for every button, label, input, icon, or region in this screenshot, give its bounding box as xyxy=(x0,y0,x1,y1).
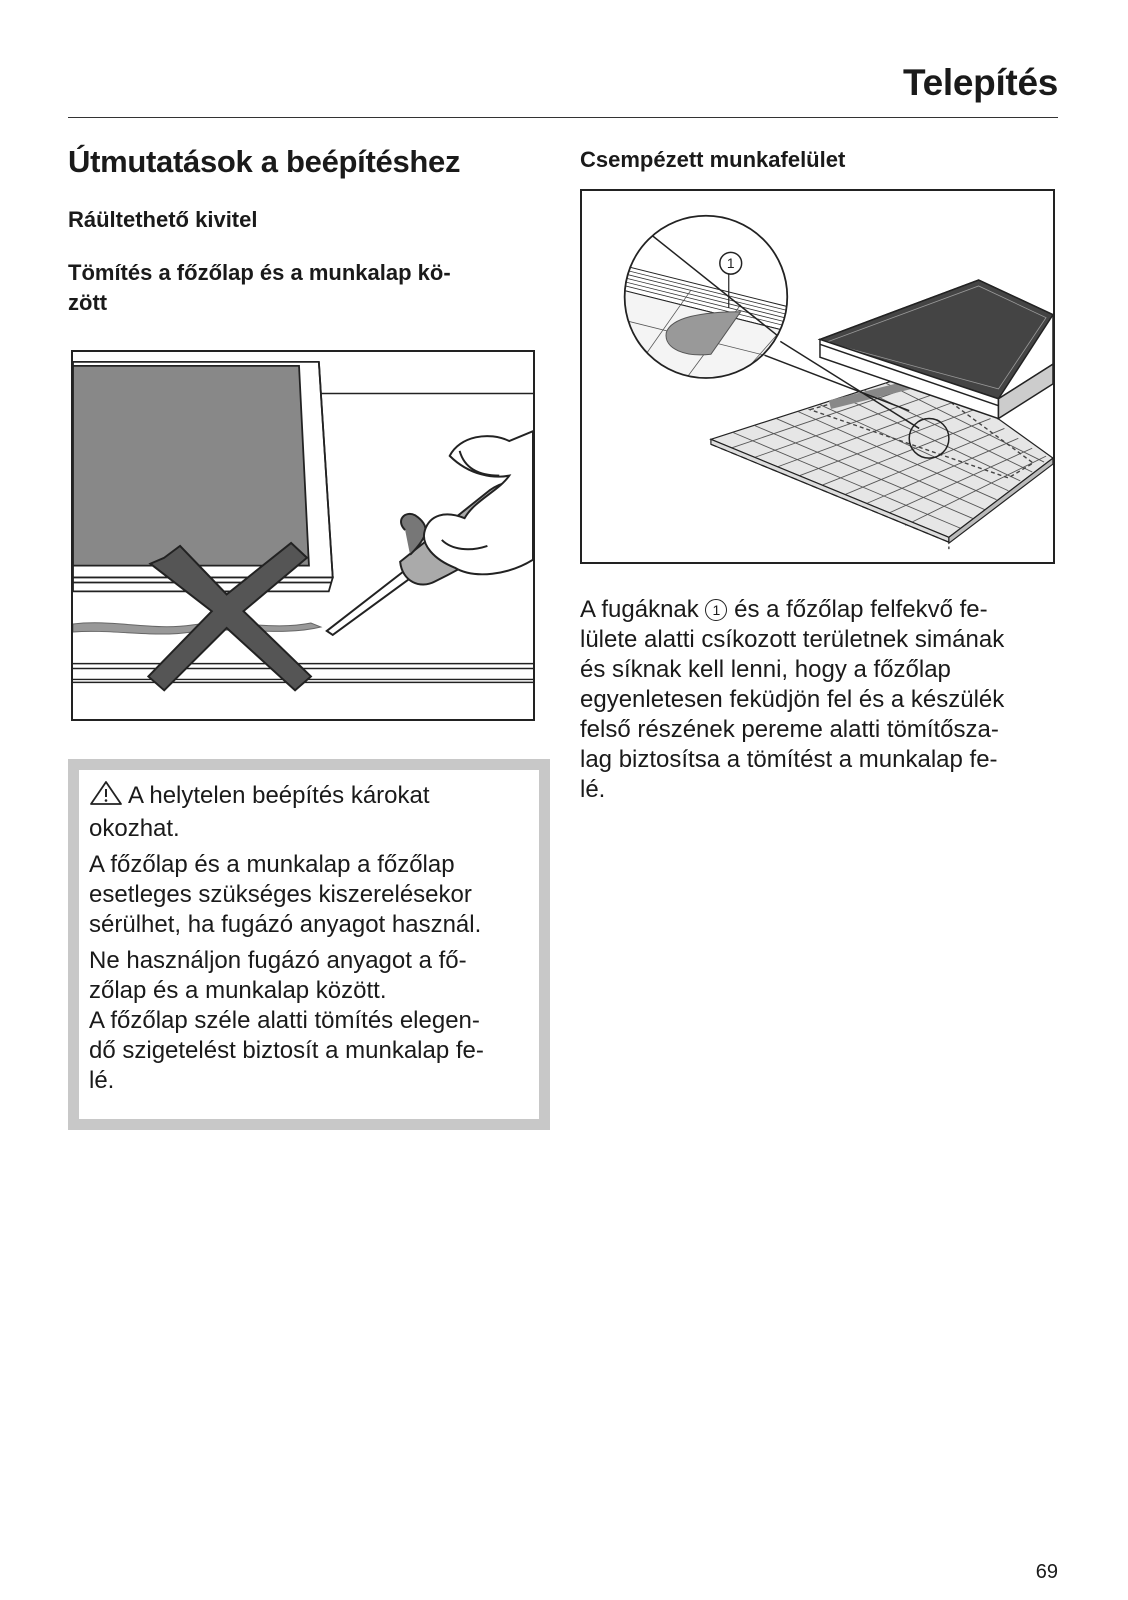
description-line: lülete alatti csíkozott területnek simának xyxy=(580,626,1005,653)
warning-title-line1: A helytelen beépítés károkat xyxy=(128,782,430,809)
hand xyxy=(424,431,533,574)
subheading-tiled-worktop: Csempézett munkafelület xyxy=(580,147,846,172)
description-line: felső részének pereme alatti tömítősza- xyxy=(580,716,999,743)
page-number: 69 xyxy=(1035,1561,1058,1583)
description-line: lag biztosítsa a tömítést a munkalap fe- xyxy=(580,746,998,773)
warning-text-line: zőlap és a munkalap között. xyxy=(89,977,387,1004)
warning-text-line: esetleges szükséges kiszerelésekor xyxy=(89,881,472,908)
description-line: és síknak kell lenni, hogy a főzőlap xyxy=(580,656,951,683)
callout-reference: 1 xyxy=(705,599,727,621)
warning-title-line2: okozhat. xyxy=(89,815,180,842)
description-line: egyenletesen feküdjön fel és a készülék xyxy=(580,686,1005,713)
magnified-detail xyxy=(602,216,820,399)
subheading-seal-line2: zött xyxy=(68,290,108,315)
warning-text-line: lé. xyxy=(89,1067,115,1094)
page-heading: Útmutatások a beépítéshez xyxy=(68,144,461,179)
description-line: lé. xyxy=(580,776,606,803)
warning-text-line: sérülhet, ha fugázó anyagot használ. xyxy=(89,911,482,938)
warning-box xyxy=(68,759,550,1130)
header-rule xyxy=(68,117,1058,118)
warning-triangle-icon xyxy=(89,780,123,814)
tiled-worktop-description xyxy=(580,595,1070,805)
warning-text-line: dő szigetelést biztosít a munkalap fe- xyxy=(89,1037,484,1064)
subheading-seal-line1: Tömítés a főzőlap és a munkalap kö- xyxy=(68,260,451,285)
sealant-illustration xyxy=(71,350,535,721)
warning-text-line: Ne használjon fugázó anyagot a fő- xyxy=(89,947,467,974)
callout-marker-label: 1 xyxy=(726,255,735,272)
warning-text-line: A főzőlap széle alatti tömítés elegen- xyxy=(89,1007,480,1034)
description-line: és a főzőlap felfekvő fe- xyxy=(734,596,988,623)
subheading-mounting-type: Ráültethető kivitel xyxy=(68,207,258,232)
description-line: A fugáknak xyxy=(580,596,699,623)
tiled-worktop-illustration xyxy=(580,189,1055,564)
warning-text-line: A főzőlap és a munkalap a főzőlap xyxy=(89,851,455,878)
section-title: Telepítés xyxy=(903,62,1058,103)
subheading-seal xyxy=(68,258,548,318)
